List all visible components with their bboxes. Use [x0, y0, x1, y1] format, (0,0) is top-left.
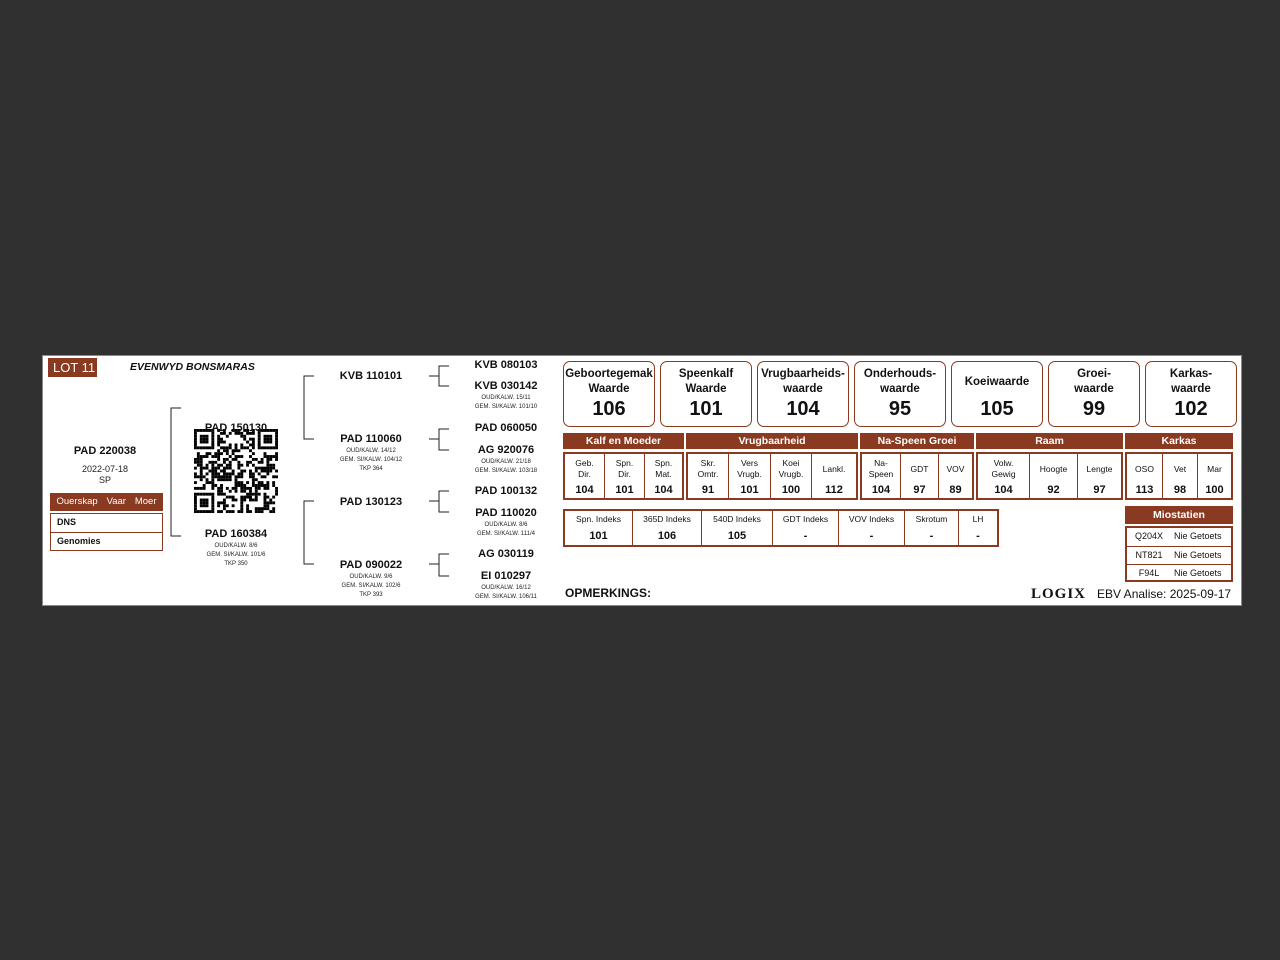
ssd-line2: GEM. SI/KALW. 101/10 — [474, 404, 538, 410]
ebv-value: 101 — [689, 398, 723, 420]
trait-cell: Spn. Mat. 104 — [644, 454, 682, 498]
index-value: - — [976, 530, 980, 542]
trait-value: 92 — [1047, 484, 1060, 496]
ebv-value: 95 — [888, 398, 912, 420]
trait-cell: Lankl. 112 — [811, 454, 856, 498]
index-value: 106 — [657, 530, 677, 542]
ebv-value: 104 — [786, 398, 820, 420]
dam-line1: OUD/KALW. 8/6 — [214, 543, 258, 549]
herd-name: EVENWYD BONSMARAS — [130, 361, 255, 373]
myostatin-table — [1125, 526, 1233, 582]
ebv-box-maintenance — [854, 361, 946, 427]
ebv-title-line2: Waarde — [685, 383, 727, 395]
trait-cell: Skr. Omtr. 91 — [697, 458, 719, 496]
index-cell — [958, 511, 997, 545]
trait-cell: Vers Vrugb. 101 — [728, 454, 770, 498]
group-frame: Raam — [976, 433, 1123, 449]
trait-cell: Geb. Dir. 104 — [575, 458, 594, 496]
index-value: - — [803, 530, 808, 542]
ebv-title-line1: Onderhouds- — [863, 368, 937, 380]
trait-table-frame — [976, 452, 1123, 500]
trait-cell: OSO 113 — [1135, 463, 1154, 496]
index-label: VOV Indeks — [848, 514, 895, 524]
dss-id: PAD 100132 — [474, 485, 538, 497]
trait-cell: Koei Vrugb. 100 — [770, 454, 811, 498]
parentage-label: Ouerskap — [56, 496, 98, 507]
index-cell — [838, 511, 904, 545]
ebv-title-line1: Vrugbaarheids- — [761, 368, 845, 380]
index-label: Spn. Indeks — [576, 514, 621, 524]
myostatin-title: Miostatien — [1125, 506, 1233, 524]
trait-table-carcass — [1125, 452, 1233, 500]
trait-value: 101 — [615, 484, 634, 496]
trait-value: 104 — [575, 484, 594, 496]
ebv-value: 105 — [980, 398, 1014, 420]
index-value: 105 — [727, 530, 747, 542]
analysis-date: EBV Analise: 2025-09-17 — [1097, 587, 1232, 601]
sss-id: KVB 080103 — [474, 359, 538, 371]
ss-id: KVB 110101 — [339, 370, 403, 382]
dsd-line1: OUD/KALW. 8/6 — [484, 522, 528, 528]
verification-dns: DNS — [57, 517, 77, 527]
qr-code[interactable] — [194, 429, 278, 513]
dam-line2: GEM. SI/KALW. 101/6 — [206, 552, 266, 558]
trait-value: 97 — [913, 484, 926, 496]
ebv-value: 106 — [592, 398, 626, 420]
ebv-box-cow-value — [951, 361, 1043, 427]
index-label: GDT Indeks — [782, 514, 829, 524]
lot-badge: LOT 11 — [48, 358, 97, 377]
myostatin-row — [1127, 546, 1231, 564]
sdd-line2: GEM. SI/KALW. 103/18 — [474, 468, 538, 474]
index-table — [563, 509, 999, 547]
ssd-line1: OUD/KALW. 15/11 — [481, 395, 531, 401]
trait-value: 89 — [949, 484, 962, 496]
trait-cell: Na- Speen 104 — [868, 458, 894, 496]
group-carcass: Karkas — [1125, 433, 1233, 449]
trait-value: 98 — [1173, 484, 1187, 496]
ds-id: PAD 130123 — [339, 496, 403, 508]
sire-id: PAD 150130 — [204, 422, 268, 434]
dam-line3: TKP 350 — [224, 561, 248, 567]
ebv-title-line1: Koeiwaarde — [964, 375, 1030, 388]
trait-value: 101 — [740, 484, 759, 496]
trait-cell: Lengte 97 — [1077, 454, 1121, 498]
index-label: Skrotum — [915, 514, 948, 524]
logix-logo — [1031, 585, 1087, 603]
verification-genomics: Genomies — [51, 532, 162, 550]
dd-line2: GEM. SI/KALW. 102/6 — [341, 583, 401, 589]
index-cell — [565, 511, 632, 545]
trait-cell: Vet 98 — [1162, 454, 1197, 498]
verification-box — [50, 513, 163, 551]
trait-cell: Volw. Gewig 104 — [991, 458, 1016, 496]
animal-dob: 2022-07-18 — [81, 464, 129, 474]
trait-cell: Mar 100 — [1197, 454, 1231, 498]
dds-id: AG 030119 — [478, 548, 534, 560]
myostatin-row — [1127, 564, 1231, 582]
myostatin-marker: Q204X — [1134, 531, 1164, 541]
sd-id: PAD 110060 — [340, 433, 402, 445]
group-fertility: Vrugbaarheid — [686, 433, 858, 449]
ebv-value: 102 — [1174, 398, 1208, 420]
trait-value: 100 — [1205, 484, 1224, 496]
parentage-header — [50, 493, 163, 511]
parentage-dam: Moer — [134, 496, 157, 507]
trait-table-fertility — [686, 452, 858, 500]
animal-code: SP — [98, 475, 111, 485]
index-value: - — [869, 530, 874, 542]
dsd-line2: GEM. SI/KALW. 111/4 — [476, 531, 536, 537]
sdd-id: AG 920076 — [477, 444, 535, 456]
animal-id: PAD 220038 — [73, 445, 137, 457]
ebv-box-calving-ease — [563, 361, 655, 427]
parentage-sire: Vaar — [106, 496, 126, 507]
trait-table-post-weaning — [860, 452, 974, 500]
ebv-title-line2: Waarde — [588, 383, 630, 395]
ebv-title-line1: Groei- — [1077, 368, 1111, 380]
myostatin-marker: NT821 — [1135, 550, 1163, 560]
index-cell — [632, 511, 701, 545]
ebv-title-line1: Geboortegemak — [565, 368, 653, 380]
lot-card — [42, 355, 1242, 606]
trait-value: 112 — [825, 484, 843, 496]
ebv-box-weaning — [660, 361, 752, 427]
index-value: 101 — [589, 530, 608, 542]
trait-value: 104 — [871, 484, 891, 496]
sd-line3: TKP 364 — [359, 466, 383, 472]
ebv-value: 99 — [1082, 398, 1106, 420]
trait-value: 113 — [1135, 484, 1154, 496]
dd-line1: OUD/KALW. 9/6 — [349, 574, 393, 580]
index-cell — [701, 511, 772, 545]
sd-line2: GEM. SI/KALW. 104/12 — [339, 457, 403, 463]
myostatin-result: Nie Getoets — [1174, 531, 1222, 541]
ebv-title-line2: waarde — [783, 383, 823, 395]
myostatin-result: Nie Getoets — [1174, 568, 1222, 578]
myostatin-result: Nie Getoets — [1174, 550, 1222, 560]
logo-text: LOGIX — [1031, 586, 1087, 602]
trait-cell: Spn. Dir. 101 — [604, 454, 644, 498]
index-label: LH — [972, 514, 984, 524]
sdd-line1: OUD/KALW. 21/18 — [481, 459, 531, 465]
dam-id: PAD 160384 — [204, 528, 268, 540]
trait-table-calf-dam — [563, 452, 684, 500]
ebv-box-carcass — [1145, 361, 1237, 427]
trait-cell: Hoogte 92 — [1029, 454, 1077, 498]
dsd-id: PAD 110020 — [475, 507, 537, 519]
myostatin-marker: F94L — [1138, 568, 1160, 578]
trait-value: 104 — [994, 484, 1013, 496]
sd-line1: OUD/KALW. 14/12 — [346, 448, 396, 454]
trait-cell: VOV 89 — [938, 454, 972, 498]
dd-line3: TKP 393 — [359, 592, 383, 598]
trait-value: 100 — [781, 484, 801, 496]
myostatin-row — [1127, 528, 1231, 546]
ebv-title-line2: waarde — [1171, 383, 1211, 395]
index-value: - — [929, 530, 934, 542]
ebv-title-line2: waarde — [1074, 383, 1114, 395]
trait-cell: GDT 97 — [900, 454, 938, 498]
index-label: 365D Indeks — [643, 514, 691, 524]
ebv-box-fertility — [757, 361, 849, 427]
trait-value: 104 — [654, 484, 673, 496]
trait-value: 91 — [701, 484, 715, 496]
ebv-title-line2: waarde — [880, 383, 920, 395]
index-label: 540D Indeks — [713, 514, 761, 524]
ebv-title-line1: Karkas- — [1169, 368, 1213, 380]
index-cell — [904, 511, 958, 545]
ebv-title-line1: Speenkalf — [678, 368, 734, 380]
ssd-id: KVB 030142 — [474, 380, 538, 392]
ddd-id: EI 010297 — [480, 570, 532, 582]
trait-value: 97 — [1093, 484, 1106, 496]
group-post-weaning: Na-Speen Groei — [860, 433, 974, 449]
ddd-line1: OUD/KALW. 16/12 — [481, 585, 531, 591]
ebv-box-growth — [1048, 361, 1140, 427]
remarks-label: OPMERKINGS: — [565, 586, 652, 600]
index-cell — [772, 511, 838, 545]
group-calf-dam: Kalf en Moeder — [563, 433, 684, 449]
ddd-line2: GEM. SI/KALW. 106/11 — [475, 594, 537, 600]
sds-id: PAD 060050 — [474, 422, 538, 434]
dd-id: PAD 090022 — [339, 559, 403, 571]
